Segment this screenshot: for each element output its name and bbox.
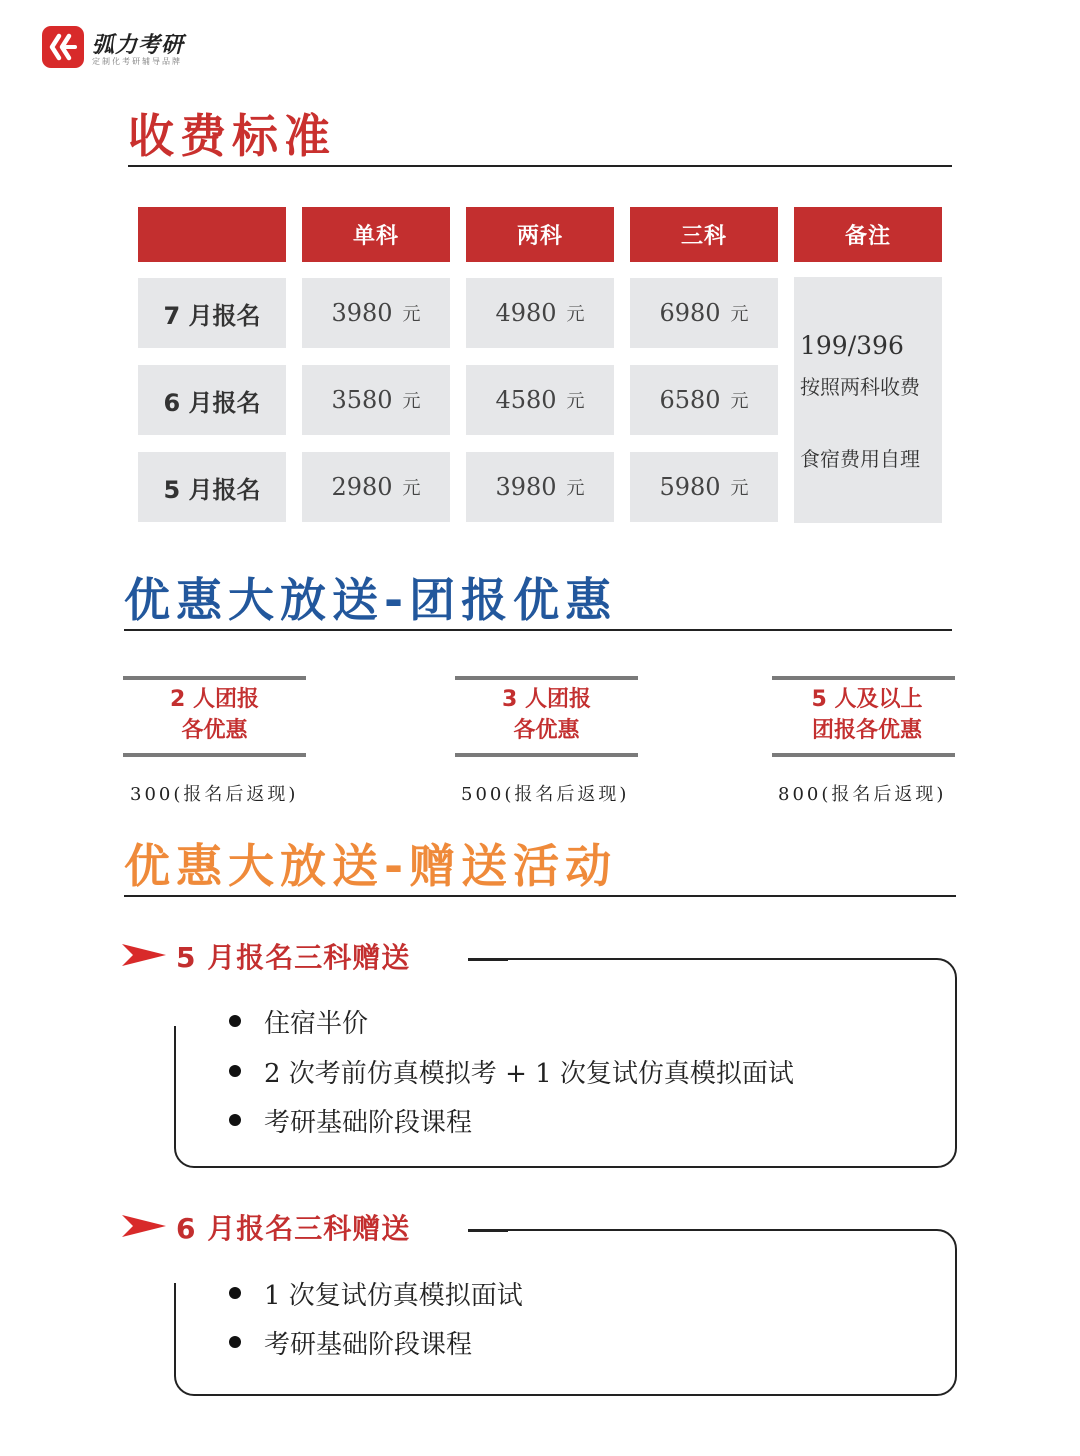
price-value: 4580 bbox=[495, 386, 557, 414]
arrow-right-icon bbox=[122, 944, 166, 966]
price-cell bbox=[630, 365, 778, 435]
note-charge-rule: 按照两科收费 bbox=[800, 375, 920, 399]
bullet-icon bbox=[229, 1114, 241, 1126]
note-exam-codes: 199/396 bbox=[800, 331, 904, 360]
row-label-july: 7 月报名 bbox=[138, 278, 286, 348]
price-unit: 元 bbox=[566, 391, 585, 412]
gift-item: 考研基础阶段课程 bbox=[264, 1108, 473, 1138]
brand-logo-icon bbox=[42, 26, 84, 68]
bullet-icon bbox=[229, 1336, 241, 1348]
bullet-icon bbox=[229, 1287, 241, 1299]
table-header-single: 单科 bbox=[302, 207, 450, 262]
bullet-icon bbox=[229, 1065, 241, 1077]
group-2-label bbox=[123, 684, 306, 746]
group-3-line1: 3 人团报 bbox=[502, 687, 591, 712]
arrow-right-icon bbox=[122, 1215, 166, 1237]
price-unit: 元 bbox=[402, 391, 421, 412]
price-unit: 元 bbox=[402, 304, 421, 325]
group-bar-top bbox=[123, 676, 306, 680]
table-header-empty bbox=[138, 207, 286, 262]
group-5-line1: 5 人及以上 bbox=[811, 687, 923, 712]
gifts-title: 优惠大放送-赠送活动 bbox=[124, 839, 618, 893]
group-bar-top bbox=[772, 676, 955, 680]
price-unit: 元 bbox=[566, 304, 585, 325]
fees-title: 收费标准 bbox=[128, 109, 336, 163]
gift-heading-may: 5 月报名三科赠送 bbox=[176, 941, 411, 974]
gifts-title-rule bbox=[124, 895, 956, 897]
group-5-line2: 团报各优惠 bbox=[811, 718, 922, 743]
gift-item: 住宿半价 bbox=[264, 1009, 369, 1039]
price-value: 4980 bbox=[495, 299, 557, 327]
price-value: 3580 bbox=[331, 386, 393, 414]
price-cell bbox=[466, 278, 614, 348]
group-3-line2: 各优惠 bbox=[513, 718, 580, 743]
note-lodging: 食宿费用自理 bbox=[800, 447, 920, 471]
gift-item: 1 次复试仿真模拟面试 bbox=[264, 1281, 523, 1311]
group-5-label bbox=[772, 684, 962, 746]
price-cell bbox=[466, 365, 614, 435]
group-2-line1: 2 人团报 bbox=[170, 687, 259, 712]
group-bar-top bbox=[455, 676, 638, 680]
price-cell bbox=[302, 278, 450, 348]
table-header-double: 两科 bbox=[466, 207, 614, 262]
brand-logo bbox=[42, 26, 242, 70]
group-title: 优惠大放送-团报优惠 bbox=[124, 573, 618, 627]
group-3-amount: 500(报名后返现) bbox=[461, 784, 630, 805]
group-5-amount: 800(报名后返现) bbox=[778, 784, 947, 805]
gift-heading-june: 6 月报名三科赠送 bbox=[176, 1212, 411, 1245]
price-value: 3980 bbox=[331, 299, 393, 327]
price-cell bbox=[302, 452, 450, 522]
group-bar-bottom bbox=[772, 753, 955, 757]
group-3-label bbox=[455, 684, 638, 746]
price-cell bbox=[466, 452, 614, 522]
price-cell bbox=[630, 278, 778, 348]
brand-tagline: 定制化考研辅导品牌 bbox=[92, 57, 182, 66]
bullet-icon bbox=[229, 1015, 241, 1027]
price-unit: 元 bbox=[730, 391, 749, 412]
row-label-june: 6 月报名 bbox=[138, 365, 286, 435]
price-value: 6980 bbox=[659, 299, 721, 327]
price-unit: 元 bbox=[566, 478, 585, 499]
price-value: 5980 bbox=[659, 473, 721, 501]
price-unit: 元 bbox=[730, 304, 749, 325]
group-title-rule bbox=[124, 629, 952, 631]
price-value: 2980 bbox=[331, 473, 393, 501]
price-value: 6580 bbox=[659, 386, 721, 414]
table-header-triple: 三科 bbox=[630, 207, 778, 262]
price-cell bbox=[302, 365, 450, 435]
group-bar-bottom bbox=[123, 753, 306, 757]
group-2-line2: 各优惠 bbox=[181, 718, 248, 743]
gift-box-june-line bbox=[468, 1229, 508, 1232]
group-bar-bottom bbox=[455, 753, 638, 757]
gift-box-may-line bbox=[468, 958, 508, 961]
price-unit: 元 bbox=[402, 478, 421, 499]
price-value: 3980 bbox=[495, 473, 557, 501]
group-2-amount: 300(报名后返现) bbox=[130, 784, 299, 805]
gift-item: 考研基础阶段课程 bbox=[264, 1330, 473, 1360]
fees-title-rule bbox=[128, 165, 952, 167]
gift-item: 2 次考前仿真模拟考 + 1 次复试仿真模拟面试 bbox=[264, 1059, 794, 1089]
price-cell bbox=[630, 452, 778, 522]
brand-name: 弧力考研 bbox=[92, 33, 185, 58]
note-cell bbox=[794, 277, 942, 523]
table-header-note: 备注 bbox=[794, 207, 942, 262]
price-unit: 元 bbox=[730, 478, 749, 499]
row-label-may: 5 月报名 bbox=[138, 452, 286, 522]
